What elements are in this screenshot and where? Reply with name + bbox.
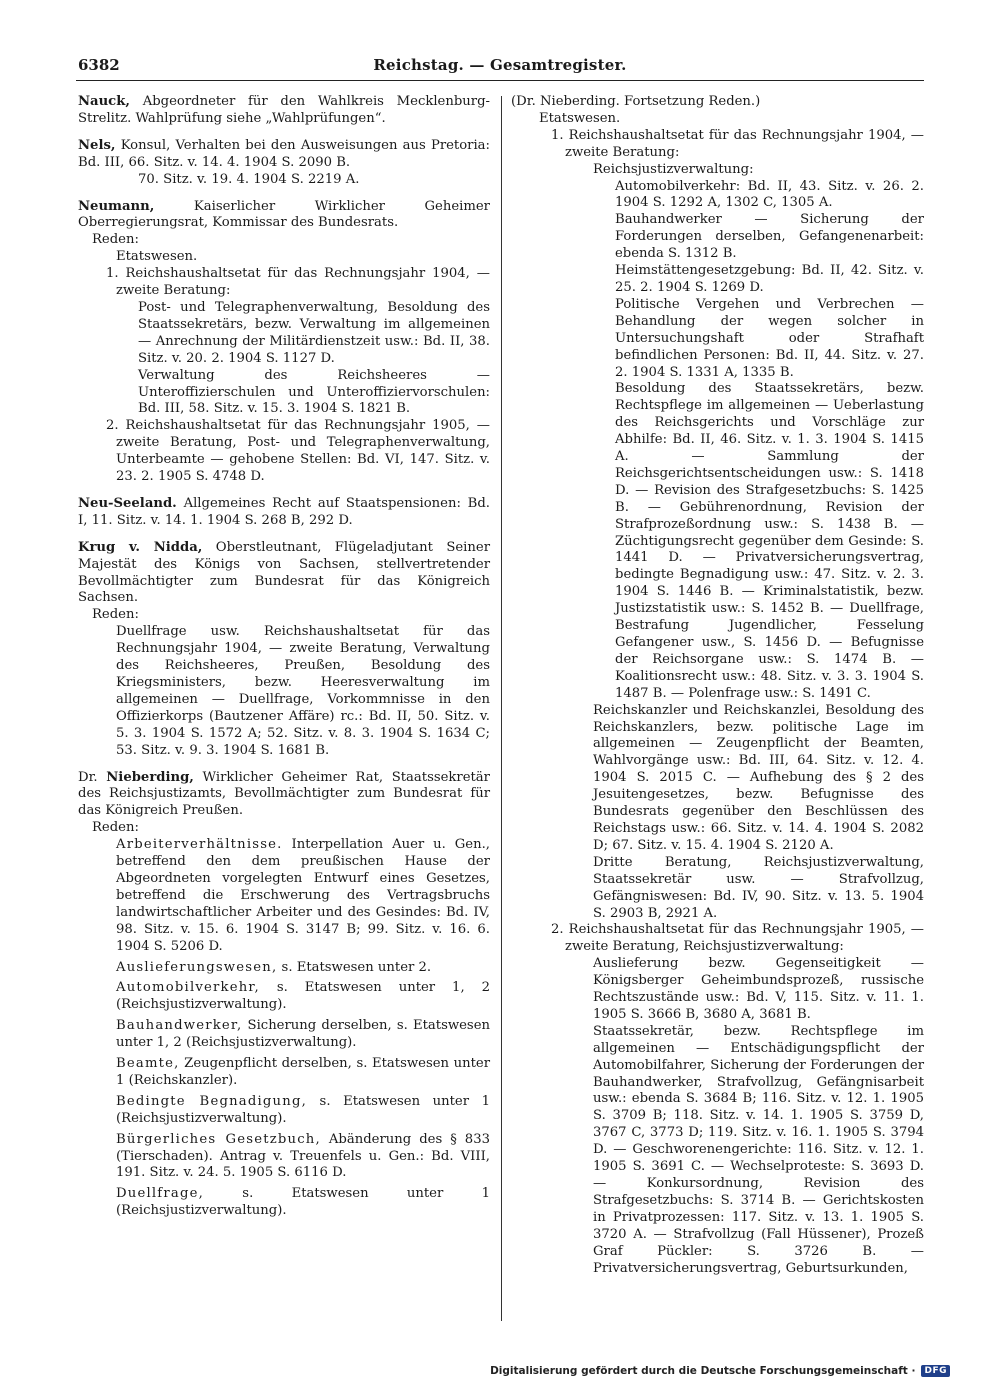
list-subitem: Politische Vergehen und Verbrechen — Behandlung der wegen solcher in Untersuchungshaft oder Strafhaft befindlichen Personen: Bd. II, 44. Sitz. v. 27. 2. 1904 S. 1331 A, 1335 B.	[615, 296, 924, 380]
list-subitem: Reichskanzler und Reichskanzlei, Besoldung des Reichskanzlers, bezw. politische Lage im allgemeinen — Zeugenpflicht der Beamten, Wahlvorgänge usw.: Bd. III, 64. Sitz. v. 12. 4. 1904 S. 2015 C. — Aufhebung des § 2 des Jesuitengesetzes, bezw. Befugnisse des Bundesrats gegenüber den Beschlüssen des Reichstags usw.: 66. Sitz. v. 14. 4. 1904 S. 2082 D; 67. Sitz. v. 15. 4. 1904 S. 2120 A.	[593, 702, 924, 853]
topic-text: Zeugenpflicht derselben, s. Etatswesen unter 1 (Reichskanzler).	[116, 1056, 490, 1088]
topic-text: Abänderung des § 833 (Tierschaden). Antrag v. Treuenfels u. Gen.: Bd. VIII, 191. Sitz. v. 24. 5. 1905 S. 6116 D.	[116, 1131, 490, 1181]
topic-text: s. Etatswesen unter 2.	[277, 959, 432, 975]
topic-item	[78, 1056, 490, 1090]
topic-text: Interpellation Auer u. Gen., betreffend den dem preußischen Hause der Abgeordneten vorgelegten Entwurf eines Gesetzes, betreffend die Erschwerung des Vertragsbruchs landwirtschaftlicher Arbeiter und des Gesindes: Bd. IV, 98. Sitz. v. 15. 6. 1904 S. 3147 B; 99. Sitz. v. 16. 6. 1904 S. 5206 D.	[116, 837, 490, 954]
page-number: 6382	[78, 56, 120, 74]
list-item: 1. Reichshaushaltsetat für das Rechnungsjahr 1904, — zweite Beratung:	[106, 266, 490, 299]
list-subitem: Verwaltung des Reichsheeres — Unteroffizierschulen und Unteroffiziervorschulen: Bd. III, 58. Sitz. v. 15. 3. 1904 S. 1821 B.	[138, 367, 490, 417]
topic-keyword: Bedingte Begnadigung,	[116, 1093, 307, 1109]
entry-text: Wirklicher Geheimer Rat, Staatssekretär des Reichsjustizamts, Bevollmächtigter zum Bundesrat für das Königreich Preußen.	[78, 769, 490, 819]
entry-continuation: 70. Sitz. v. 19. 4. 1904 S. 2219 A.	[138, 171, 360, 187]
entry-nieberding	[78, 770, 490, 1221]
entry-neumann	[78, 199, 490, 486]
entry-text: Kaiserlicher Wirklicher Geheimer Oberregierungsrat, Kommissar des Bundesrats.	[78, 198, 490, 231]
topic-item	[78, 980, 490, 1014]
entry-name: Neu-Seeland.	[78, 495, 177, 511]
sub-list	[511, 956, 924, 1277]
topic-text: Sicherung derselben, s. Etatswesen unter 1, 2 (Reichsjustizverwaltung).	[116, 1018, 490, 1051]
entry-name: Krug v. Nidda,	[78, 539, 203, 555]
topic-text: s. Etatswesen unter 1 (Reichsjustizverwaltung).	[116, 1186, 490, 1219]
dfg-logo: DFG	[921, 1365, 950, 1377]
reden-label: Reden:	[92, 232, 139, 248]
entry-text: Oberstleutnant, Flügeladjutant Seiner Majestät des Königs von Sachsen, stellvertretender Bevollmächtigter zum Bundesrat für das Königreich Sachsen.	[78, 539, 490, 606]
topic-item	[78, 960, 490, 977]
list-item: 1. Reichshaushaltsetat für das Rechnungsjahr 1904, — zweite Beratung:	[551, 127, 924, 160]
continuation-heading: (Dr. Nieberding. Fortsetzung Reden.)	[511, 94, 761, 109]
topic-keyword: Arbeiterverhältnisse.	[116, 837, 283, 853]
entry-text: Konsul, Verhalten bei den Ausweisungen aus Pretoria: Bd. III, 66. Sitz. v. 14. 4. 1904 S. 2090 B.	[78, 137, 490, 170]
topic-keyword: Duellfrage,	[116, 1186, 204, 1202]
list-subitem: Staatssekretär, bezw. Rechtspflege im allgemeinen — Entschädigungspflicht der Automobilfahrer, Sicherung der Forderungen der Bauhandwerker, Strafvollzug, Gefängnisarbeit usw.: ebenda S. 3684 B; 116. Sitz. v. 12. 1. 1905 S. 3709 B; 118. Sitz. v. 14. 1. 1905 S. 3759 D, 3767 C, 3773 D; 119. Sitz. v. 16. 1. 1905 S. 3794 D. — Geschworenengerichte: 116. Sitz. v. 12. 1. 1905 S. 3691 C. — Wechselproteste: S. 3693 D. — Konkursordnung, Revision des Strafgesetzbuchs: S. 3714 B. — Gerichtskosten in Privatprozessen: 117. Sitz. v. 13. 1. 1905 S. 3720 A. — Strafvollzug (Fall Hüssener), Prozeß Graf Pückler: S. 3726 B. — Privatversicherungsvertrag, Geburtsurkunden,	[593, 1023, 924, 1276]
list-subitem: Besoldung des Staatssekretärs, bezw. Rechtspflege im allgemeinen — Ueberlastung des Reichsgerichts und Vorschläge zur Abhilfe: Bd. II, 46. Sitz. v. 1. 3. 1904 S. 1415 A. — Sammlung der Reichsgerichtsentscheidungen usw.: S. 1418 D. — Revision des Strafgesetzbuchs: S. 1425 B. — Gebührenordnung, Revision der Strafprozeßordnung usw.: S. 1438 B. — Züchtigungsrecht gegenüber dem Gesinde: S. 1441 D. — Privatversicherungsvertrag, bedingte Begnadigung usw.: 47. Sitz. v. 2. 3. 1904 S. 1446 B. — Kriminalstatistik, bezw. Justizstatistik usw.: S. 1452 B. — Duellfrage, Bestrafung Jugendlicher, Fesselung Gefangener usw., S. 1456 D. — Befugnisse der Reichsorgane usw.: S. 1474 B. — Koalitionsrecht usw.: 48. Sitz. v. 3. 3. 1904 S. 1487 B. — Polenfrage usw.: S. 1491 C.	[615, 381, 924, 701]
entry-nauck	[78, 94, 490, 128]
column-rule	[501, 96, 502, 1321]
list-subitem: Post- und Telegraphenverwaltung, Besoldung des Staatssekretärs, bezw. Verwaltung im allgemeinen — Anrechnung der Militärdienstzeit usw.: Bd. II, 38. Sitz. v. 20. 2. 1904 S. 1127 D.	[138, 299, 490, 366]
entry-nels	[78, 138, 490, 189]
entry-name: Nels,	[78, 137, 116, 153]
list-item: 2. Reichshaushaltsetat für das Rechnungsjahr 1905, — zweite Beratung, Reichsjustizverwaltung:	[551, 922, 924, 955]
entry-neu-seeland	[78, 496, 490, 530]
list-subitem: Bauhandwerker — Sicherung der Forderungen derselben, Gefangenenarbeit: ebenda S. 1312 B.	[615, 212, 924, 262]
list-subitem: Dritte Beratung, Reichsjustizverwaltung, Staatssekretär usw. — Strafvollzug, Gefängniswesen: Bd. IV, 90. Sitz. v. 13. 5. 1904 S. 2903 B, 2921 A.	[593, 854, 924, 921]
list-subitem: Heimstättengesetzgebung: Bd. II, 42. Sitz. v. 25. 2. 1904 S. 1269 D.	[615, 263, 924, 295]
reden-label: Reden:	[92, 607, 139, 623]
topic-item	[78, 837, 490, 955]
entry-name: Neumann,	[78, 198, 155, 214]
topic-label: Etatswesen.	[539, 110, 621, 126]
topic-item	[78, 1132, 490, 1183]
topic-item	[78, 1094, 490, 1128]
list-subitem: Automobilverkehr: Bd. II, 43. Sitz. v. 26. 2. 1904 S. 1292 A, 1302 C, 1305 A.	[615, 178, 924, 211]
reden-label: Reden:	[92, 820, 139, 836]
topic-text: s. Etatswesen unter 1, 2 (Reichsjustizverwaltung).	[116, 980, 490, 1013]
entry-name: Nieberding,	[106, 769, 194, 785]
entry-krug	[78, 540, 490, 760]
topic-keyword: Bauhandwerker,	[116, 1018, 243, 1034]
running-title: Reichstag. — Gesamtregister.	[373, 56, 627, 74]
entry-text: Abgeordneter für den Wahlkreis Mecklenburg-Strelitz. Wahlprüfung siehe „Wahlprüfungen“.	[78, 94, 490, 126]
topic-item	[78, 1186, 490, 1220]
topic-label: Etatswesen.	[116, 249, 198, 265]
list-item: 2. Reichshaushaltsetat für das Rechnungsjahr 1905, — zweite Beratung, Post- und Telegraphenverwaltung, Unterbeamte — gehobene Stellen: Bd. VI, 147. Sitz. v. 23. 2. 1905 S. 4748 D.	[106, 418, 490, 485]
footer-text: Digitalisierung gefördert durch die Deutsche Forschungsgemeinschaft ·	[490, 1365, 916, 1377]
entry-name: Nauck,	[78, 94, 130, 109]
sub-heading: Reichsjustizverwaltung:	[593, 161, 754, 177]
entry-text: Allgemeines Recht auf Staatspensionen: Bd. I, 11. Sitz. v. 14. 1. 1904 S. 268 B, 292 D.	[78, 495, 490, 528]
topic-keyword: Automobilverkehr,	[116, 980, 260, 996]
topic-item	[78, 1018, 490, 1052]
topic-keyword: Bürgerliches Gesetzbuch,	[116, 1131, 321, 1147]
topic-keyword: Auslieferungswesen,	[116, 959, 278, 975]
list-subitem: Auslieferung bezw. Gegenseitigkeit — Königsberger Geheimbundsprozeß, russische Rechtszustände usw.: Bd. V, 115. Sitz. v. 11. 1. 1905 S. 3666 B, 3680 A, 3681 B.	[593, 956, 924, 1022]
sub-list	[511, 179, 924, 703]
topic-text: s. Etatswesen unter 1 (Reichsjustizverwaltung).	[116, 1093, 490, 1126]
list-item: Duellfrage usw. Reichshaushaltsetat für das Rechnungsjahr 1904, — zweite Beratung, Verwaltung des Reichsheeres, Preußen, Besoldung des Kriegsministers, bezw. Heeresverwaltung im allgemeinen — Duellfrage, Vorkommnisse in den Offizierkorps (Bautzener Affäre) rc.: Bd. II, 50. Sitz. v. 5. 3. 1904 S. 1572 A; 52. Sitz. v. 8. 3. 1904 S. 1634 C; 53. Sitz. v. 9. 3. 1904 S. 1681 B.	[116, 624, 490, 758]
topic-keyword: Beamte,	[116, 1056, 180, 1072]
left-column	[78, 94, 490, 1230]
entry-prefix: Dr.	[78, 769, 98, 785]
topic-list	[78, 837, 490, 1220]
header-rule	[76, 80, 924, 81]
right-column	[511, 94, 924, 1277]
footer-credit	[490, 1365, 950, 1377]
